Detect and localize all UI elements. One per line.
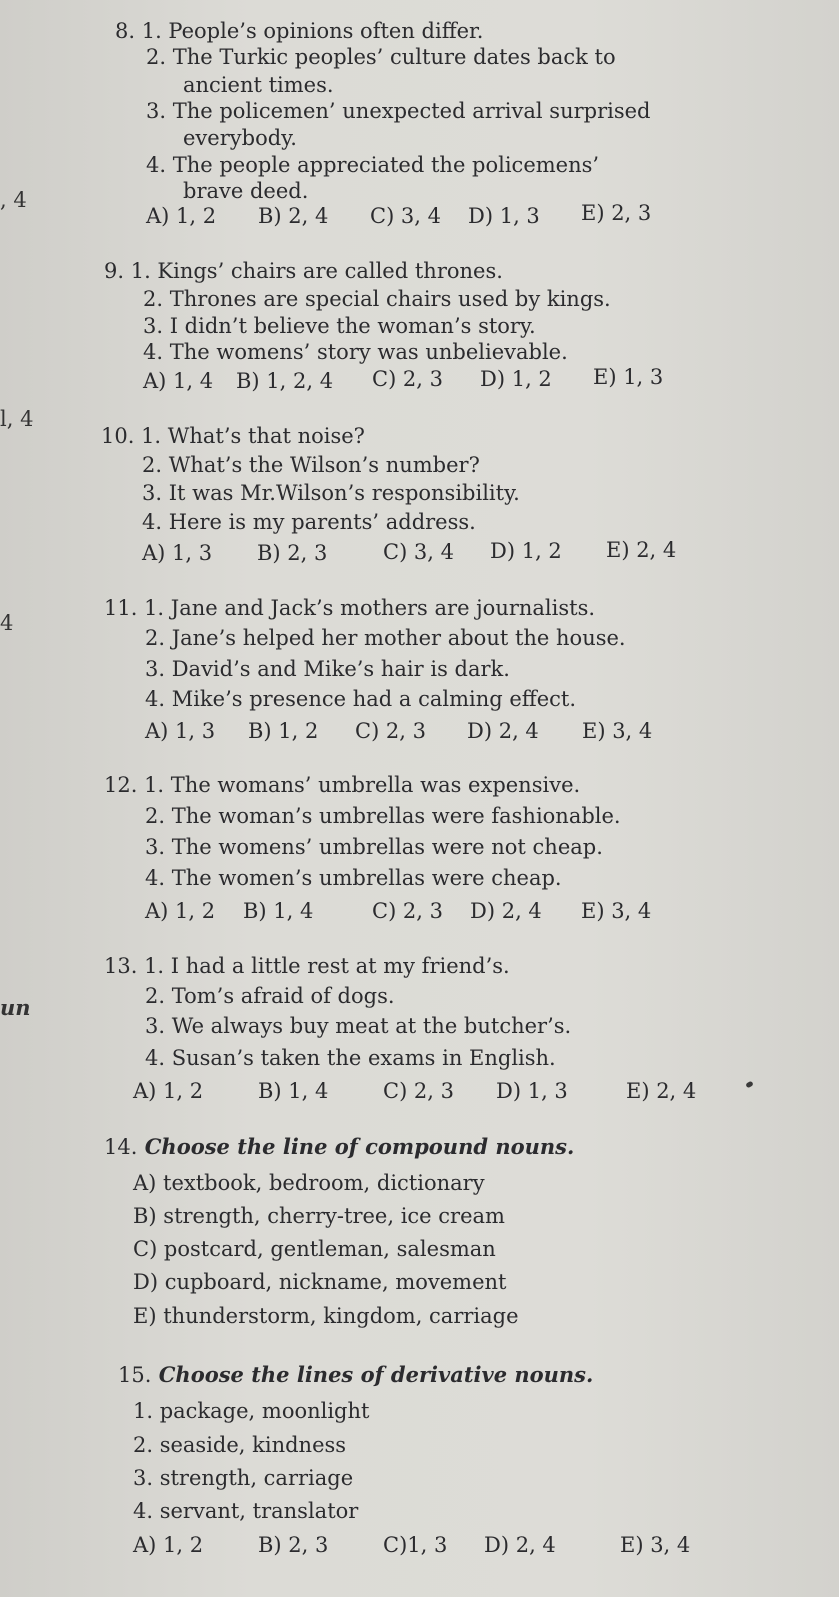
question-line: everybody. xyxy=(183,126,297,150)
answer-option-e: E) 1, 3 xyxy=(593,365,664,389)
answer-option-a: A) 1, 2 xyxy=(133,1079,204,1103)
answer-option-d: D) 1, 3 xyxy=(496,1079,568,1103)
margin-note: l, 4 xyxy=(0,407,34,431)
question-line: 3. strength, carriage xyxy=(133,1466,354,1490)
question-line: 2. seaside, kindness xyxy=(133,1433,347,1457)
answer-option-a: A) 1, 3 xyxy=(142,541,213,565)
question-line: 2. Jane’s helped her mother about the house. xyxy=(145,626,626,650)
answer-option-a: A) textbook, bedroom, dictionary xyxy=(133,1171,485,1195)
answer-option-d: D) cupboard, nickname, movement xyxy=(133,1270,507,1294)
question-number: 15. xyxy=(118,1363,152,1387)
question-line: 2. What’s the Wilson’s number? xyxy=(142,453,480,477)
pen-mark xyxy=(745,1081,754,1089)
answer-option-e: E) 2, 3 xyxy=(581,201,652,225)
answer-option-d: D) 2, 4 xyxy=(484,1533,556,1557)
answer-option-b: B) 1, 4 xyxy=(258,1079,329,1103)
question-title xyxy=(104,1134,574,1160)
question-line: 3. The womens’ umbrellas were not cheap. xyxy=(145,835,603,859)
question-line: 10. 1. What’s that noise? xyxy=(101,424,365,448)
question-line: 3. We always buy meat at the butcher’s. xyxy=(145,1014,572,1038)
answer-option-e: E) 3, 4 xyxy=(620,1533,691,1557)
question-line: 3. I didn’t believe the woman’s story. xyxy=(143,314,536,338)
question-line: 4. The women’s umbrellas were cheap. xyxy=(145,866,562,890)
question-line: 3. It was Mr.Wilson’s responsibility. xyxy=(142,481,520,505)
answer-option-c: C) 2, 3 xyxy=(372,899,444,923)
answer-option-b: B) 2, 4 xyxy=(258,204,329,228)
question-line: 2. The Turkic peoples’ culture dates back to xyxy=(146,45,616,69)
question-line: 11. 1. Jane and Jack’s mothers are journalists. xyxy=(104,596,596,620)
answer-option-e: E) thunderstorm, kingdom, carriage xyxy=(133,1304,519,1328)
answer-option-c: C) 2, 3 xyxy=(372,367,444,391)
answer-option-a: A) 1, 2 xyxy=(133,1533,204,1557)
question-instruction: Choose the lines of derivative nouns. xyxy=(158,1362,594,1387)
answer-option-d: D) 1, 3 xyxy=(468,204,540,228)
margin-note: , 4 xyxy=(0,188,27,212)
question-line: 3. David’s and Mike’s hair is dark. xyxy=(145,657,510,681)
question-line: 9. 1. Kings’ chairs are called thrones. xyxy=(104,259,503,283)
answer-option-e: E) 3, 4 xyxy=(582,719,653,743)
answer-option-d: D) 1, 2 xyxy=(490,539,562,563)
answer-option-b: B) 1, 2, 4 xyxy=(236,369,334,393)
answer-option-e: E) 3, 4 xyxy=(581,899,652,923)
answer-option-c: C) 3, 4 xyxy=(370,204,442,228)
question-line: 13. 1. I had a little rest at my friend’s. xyxy=(104,954,510,978)
question-title xyxy=(118,1362,593,1388)
answer-option-a: A) 1, 4 xyxy=(143,369,214,393)
question-line: 8. 1. People’s opinions often differ. xyxy=(115,19,484,43)
margin-note: 4 xyxy=(0,611,14,635)
question-line: 4. Mike’s presence had a calming effect. xyxy=(145,687,576,711)
answer-option-c: C) postcard, gentleman, salesman xyxy=(133,1237,496,1261)
answer-option-c: C) 2, 3 xyxy=(383,1079,455,1103)
question-line: 4. The people appreciated the policemens’ xyxy=(146,153,600,177)
question-line: 2. The woman’s umbrellas were fashionable. xyxy=(145,804,621,828)
answer-option-b: B) strength, cherry-tree, ice cream xyxy=(133,1204,505,1228)
answer-option-b: B) 2, 3 xyxy=(257,541,328,565)
answer-option-b: B) 1, 4 xyxy=(243,899,314,923)
answer-option-e: E) 2, 4 xyxy=(606,538,677,562)
question-line: 4. servant, translator xyxy=(133,1499,359,1523)
answer-option-a: A) 1, 2 xyxy=(146,204,217,228)
question-line: 4. Here is my parents’ address. xyxy=(142,510,476,534)
answer-option-e: E) 2, 4 xyxy=(626,1079,697,1103)
answer-option-b: B) 2, 3 xyxy=(258,1533,329,1557)
question-line: 4. The womens’ story was unbelievable. xyxy=(143,340,568,364)
question-line: 4. Susan’s taken the exams in English. xyxy=(145,1046,556,1070)
answer-option-d: D) 2, 4 xyxy=(467,719,539,743)
answer-option-c: C) 2, 3 xyxy=(355,719,427,743)
answer-option-b: B) 1, 2 xyxy=(248,719,319,743)
answer-option-d: D) 2, 4 xyxy=(470,899,542,923)
question-line: 2. Tom’s afraid of dogs. xyxy=(145,984,395,1008)
answer-option-a: A) 1, 3 xyxy=(145,719,216,743)
margin-note: un xyxy=(0,995,31,1020)
question-line: 2. Thrones are special chairs used by kings. xyxy=(143,287,611,311)
answer-option-c: C) 3, 4 xyxy=(383,540,455,564)
answer-option-c: C)1, 3 xyxy=(383,1533,448,1557)
question-instruction: Choose the line of compound nouns. xyxy=(144,1134,575,1159)
question-line: 3. The policemen’ unexpected arrival surprised xyxy=(146,99,651,123)
question-number: 14. xyxy=(104,1135,138,1159)
question-line: 12. 1. The womans’ umbrella was expensive. xyxy=(104,773,581,797)
question-line: brave deed. xyxy=(183,179,309,203)
question-line: ancient times. xyxy=(183,73,334,97)
answer-option-d: D) 1, 2 xyxy=(480,367,552,391)
question-line: 1. package, moonlight xyxy=(133,1399,370,1423)
answer-option-a: A) 1, 2 xyxy=(145,899,216,923)
